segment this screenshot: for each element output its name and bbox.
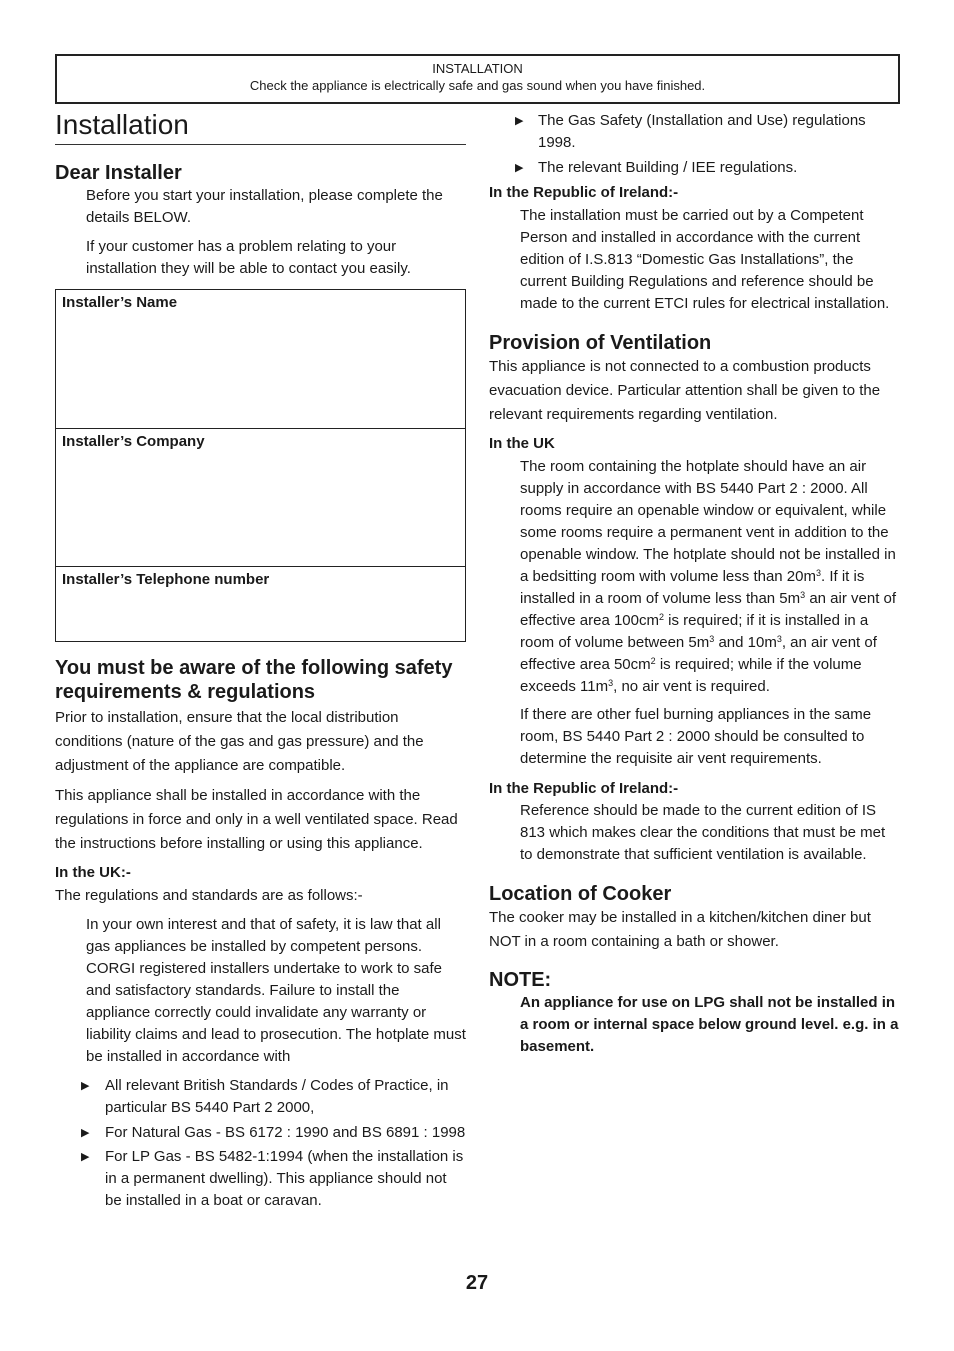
list-item: ▶ For LP Gas - BS 5482-1:1994 (when the installation is in a permanent dwelling). This appliance should not be installed in a boat or caravan. xyxy=(81,1148,464,1209)
regulations-list xyxy=(55,1075,466,1212)
triangle-right-icon: ▶ xyxy=(515,115,524,127)
location-heading: Location of Cooker xyxy=(489,883,672,905)
ventilation-intro: This appliance is not connected to a combustion products evacuation device. Particular attention shall be given to the relevant requirements regarding ventilation. xyxy=(489,358,881,423)
installer-name-label: Installer’s Name xyxy=(62,294,178,311)
list-item: ▶ The Gas Safety (Installation and Use) regulations 1998. xyxy=(515,112,866,151)
page-number: 27 xyxy=(465,1272,489,1294)
safety-p1: Prior to installation, ensure that the local distribution conditions (nature of the gas and gas pressure) and the adjustment of the appliance are compatible. xyxy=(55,709,424,774)
safety-roi-heading: In the Republic of Ireland:- xyxy=(489,184,679,201)
left-column xyxy=(55,108,466,1212)
ventilation-uk-p1: The room containing the hotplate should have an air supply in accordance with BS 5440 Part 2 : 2000. All rooms require an openable window or equivalent, while some rooms require a permanent vent in addition to the openable window. The hotplate should not be installed in a bedsitting room with volume less than $20m^3$. If it is installed in a room of volume less than $5m^3$ an air vent of effective area $100cm^2$ is required; if it is installed in a room of volume between $5m^3$ and $10m^3$, an air vent of effective area $50cm^2$ is required; while if the volume exceeds $11m^3$, no air vent is required. xyxy=(520,458,897,695)
triangle-right-icon: ▶ xyxy=(515,162,524,174)
list-item: ▶ All relevant British Standards / Codes of Practice, in particular BS 5440 Part 2 2000, xyxy=(81,1077,449,1116)
installer-phone-field[interactable] xyxy=(56,567,465,641)
header-note: Check the appliance is electrically safe and gas sound when you have finished. xyxy=(249,78,706,93)
location-para: The cooker may be installed in a kitchen/kitchen diner but NOT in a room containing a bath or shower. xyxy=(489,909,871,950)
dear-installer-p1: Before you start your installation, please complete the details BELOW. xyxy=(86,187,443,226)
safety-uk-para: In your own interest and that of safety, it is law that all gas appliances be installed by competent persons. CORGI registered installers undertake to work to safe and satisfactory standards. Failure to install the appliance correctly could invalidate any warranty or liability claims and lead to prosecution. The hotplate must be installed in accordance with xyxy=(86,916,466,1065)
installer-phone-label: Installer’s Telephone number xyxy=(62,571,270,588)
header-banner xyxy=(55,54,900,104)
installer-details-form xyxy=(55,289,466,642)
regulations-list-continued xyxy=(489,110,901,179)
safety-roi-para: The installation must be carried out by a Competent Person and installed in accordance with the current edition of I.S.813 “Domestic Gas Installations”, the current Building Regulations and reference should be made to the current ETCI rules for electrical installation. xyxy=(520,207,890,312)
triangle-right-icon: ▶ xyxy=(81,1127,90,1139)
installer-company-label: Installer’s Company xyxy=(62,433,205,450)
safety-p2: This appliance shall be installed in accordance with the regulations in force and only in a well ventilated space. Read the instructions before installing or using this appliance. xyxy=(55,787,458,852)
installer-name-field[interactable] xyxy=(56,290,465,429)
safety-heading: You must be aware of the following safety requirements & regulations xyxy=(55,657,453,703)
header-label: INSTALLATION xyxy=(432,61,523,76)
dear-installer-p2: If your customer has a problem relating to your installation they will be able to contact you easily. xyxy=(86,238,411,277)
safety-uk-intro: The regulations and standards are as follows:- xyxy=(55,887,363,904)
triangle-right-icon: ▶ xyxy=(81,1151,90,1163)
ventilation-uk-heading: In the UK xyxy=(489,435,555,452)
ventilation-roi-heading: In the Republic of Ireland:- xyxy=(489,780,679,797)
triangle-right-icon: ▶ xyxy=(81,1080,90,1092)
installer-company-field[interactable] xyxy=(56,429,465,567)
note-heading: NOTE: xyxy=(489,969,552,991)
right-column xyxy=(489,110,901,1058)
ventilation-roi-para: Reference should be made to the current edition of IS 813 which makes clear the conditions that must be met to demonstrate that sufficient ventilation is available. xyxy=(520,802,886,863)
list-item: ▶ The relevant Building / IEE regulations. xyxy=(489,157,901,179)
dear-installer-heading: Dear Installer xyxy=(55,162,182,184)
list-item: ▶ For Natural Gas - BS 6172 : 1990 and BS 6891 : 1998 xyxy=(55,1122,466,1144)
ventilation-heading: Provision of Ventilation xyxy=(489,332,712,354)
note-text: An appliance for use on LPG shall not be installed in a room or internal space below ground level. e.g. in a basement. xyxy=(520,994,899,1055)
ventilation-uk-p2: If there are other fuel burning appliances in the same room, BS 5440 Part 2 : 2000 should be consulted to determine the requisite air vent requirements. xyxy=(520,706,872,767)
safety-uk-heading: In the UK:- xyxy=(55,864,131,881)
page-title: Installation xyxy=(55,108,466,145)
